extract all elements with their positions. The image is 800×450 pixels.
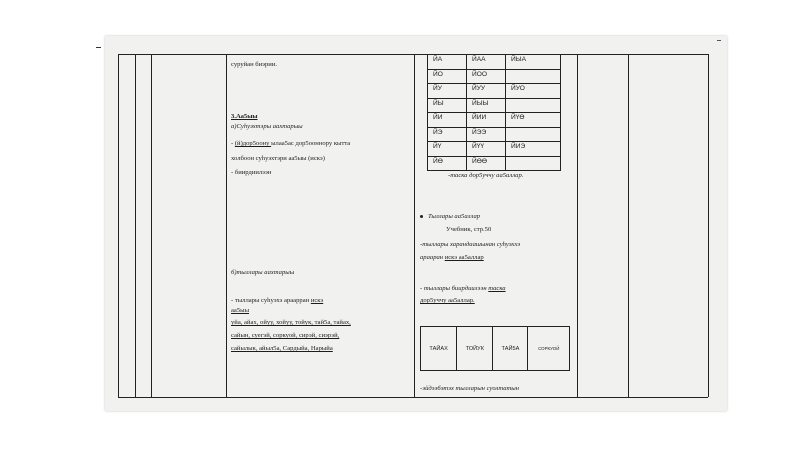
letter-cell: ЙЭЭ bbox=[467, 127, 506, 142]
text-line: - тыллары биирдиилээн таска bbox=[420, 285, 506, 292]
scanned-page bbox=[105, 36, 727, 411]
subheading-b: б)тыллары аахтарыы bbox=[231, 269, 295, 276]
text-line: дор5уччу аа5аллар. bbox=[420, 297, 475, 304]
letter-cell: ЙУУ bbox=[467, 84, 506, 99]
text-line: - тыллары суһуэхэ араарран искэ bbox=[231, 297, 324, 304]
table-row bbox=[428, 113, 561, 128]
letter-cell: ЙҮ bbox=[428, 142, 467, 157]
letter-cell: ЙИ bbox=[428, 113, 467, 128]
letter-cell bbox=[506, 69, 561, 84]
letter-cell bbox=[506, 98, 561, 113]
bullet-item: Тыллары аа5аллар bbox=[420, 212, 480, 221]
letter-cell: ЙӨӨ bbox=[467, 156, 506, 171]
text-line: -эйдээбэтэх тылларын суолтатын bbox=[420, 385, 520, 392]
letter-cell: ЙО bbox=[428, 69, 467, 84]
word-cell: СОРКУОЙ bbox=[528, 327, 570, 371]
word-list-line: сайылык, айыл5а, Сардыйа, Нарыйа bbox=[231, 345, 333, 352]
letter-cell bbox=[506, 127, 561, 142]
table-row bbox=[428, 156, 561, 171]
letter-combinations-table bbox=[427, 54, 561, 171]
letter-cell: ЙҮҮ bbox=[467, 142, 506, 157]
table-border-line bbox=[118, 54, 119, 397]
text-line: холбоон суһуэхтэри аа5ыы (искэ) bbox=[231, 155, 325, 162]
table-row bbox=[428, 98, 561, 113]
word-list-line: сайын, суегэй, соркуой, сирэй, сиэрэй, bbox=[231, 332, 340, 339]
word-cell: ТАЙАХ bbox=[421, 327, 457, 371]
word-cell: ТАЙ5А bbox=[493, 327, 528, 371]
table-border-line bbox=[708, 54, 709, 397]
table-border-line bbox=[135, 54, 136, 397]
table-row bbox=[428, 55, 561, 70]
letter-cell: ЙИИ bbox=[467, 113, 506, 128]
table-border-line bbox=[151, 54, 152, 397]
letter-cell: ЙЫ bbox=[428, 98, 467, 113]
word-list-line: уйа, айах, ойуу, хойуу, тойук, тай5а, тайах, bbox=[231, 319, 351, 326]
letter-cell: ЙҮӨ bbox=[506, 113, 561, 128]
table-border-line bbox=[118, 54, 708, 55]
text-line: - (й)дор5оону ылаа5ас дор5ооннору кытта bbox=[231, 140, 351, 147]
table-border-line bbox=[628, 54, 629, 397]
table-border-line bbox=[577, 54, 578, 397]
text-line: -тыллары харандаашынан суһуэххэ bbox=[420, 241, 521, 248]
table-row bbox=[428, 69, 561, 84]
text-line: аа5ыы bbox=[231, 307, 250, 314]
text-line: суруйан биэрии. bbox=[231, 61, 277, 68]
table-border-line bbox=[118, 397, 708, 398]
letter-cell: ЙӨ bbox=[428, 156, 467, 171]
letter-cell: ЙИЭ bbox=[506, 142, 561, 157]
letter-cell: ЙУО bbox=[506, 84, 561, 99]
letter-cell: ЙАА bbox=[467, 55, 506, 70]
table-border-line bbox=[414, 54, 415, 397]
section-title: 3.Аа5ыы bbox=[231, 113, 258, 120]
table-border-line bbox=[226, 54, 227, 397]
table-caption: -таска дор5уччу аа5аллар. bbox=[448, 172, 524, 179]
letter-cell: ЙЫЫ bbox=[467, 98, 506, 113]
bullet-icon bbox=[420, 215, 423, 218]
letter-cell: ЙЫА bbox=[506, 55, 561, 70]
letter-cell: ЙОО bbox=[467, 69, 506, 84]
textbook-reference: Учебник, стр.50 bbox=[446, 226, 492, 233]
letter-cell: ЙА bbox=[428, 55, 467, 70]
table-row bbox=[428, 84, 561, 99]
word-cell: ТОЙУК bbox=[457, 327, 493, 371]
table-row bbox=[428, 142, 561, 157]
table-row bbox=[428, 127, 561, 142]
page-edge-mark bbox=[717, 40, 721, 41]
subheading-a: а)Суһуэхтэры аахтарыы bbox=[231, 123, 303, 130]
page-edge-mark bbox=[96, 47, 101, 48]
text-line: арааран искэ аа5аллар bbox=[420, 254, 484, 261]
text-line: - биирдиилээн bbox=[231, 169, 272, 176]
letter-cell: ЙУ bbox=[428, 84, 467, 99]
letter-cell: ЙЭ bbox=[428, 127, 467, 142]
word-table bbox=[420, 326, 570, 371]
letter-cell bbox=[506, 156, 561, 171]
